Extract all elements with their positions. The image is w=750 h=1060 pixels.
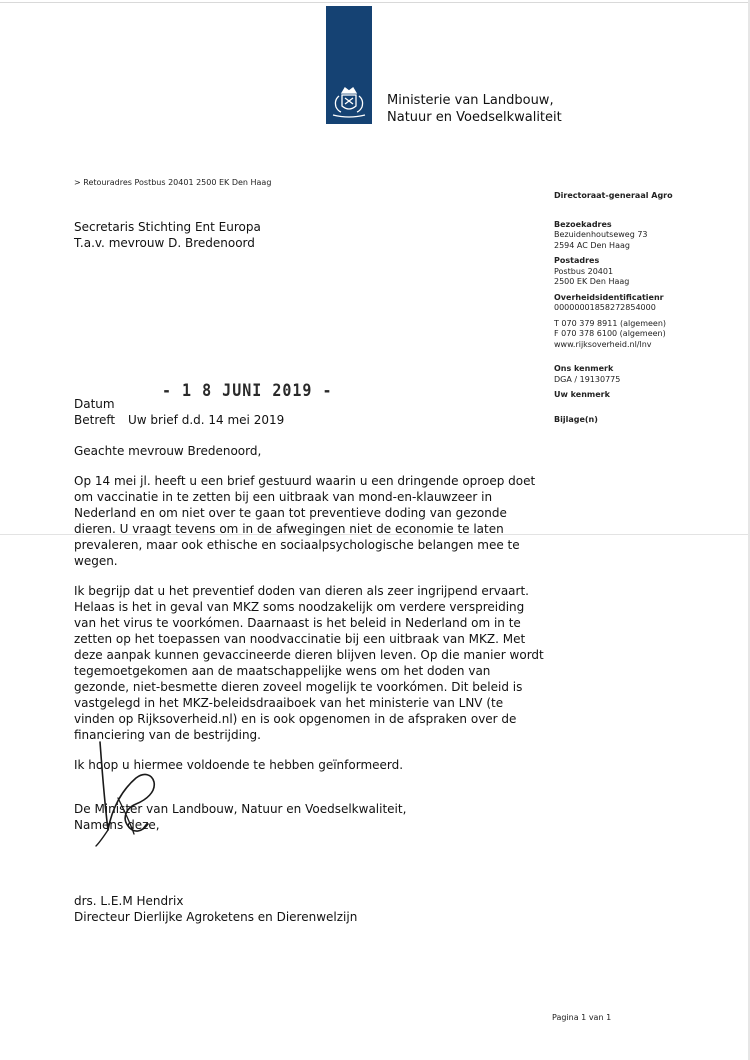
your-reference	[554, 390, 673, 401]
paragraph-3: Ik hoop u hiermee voldoende te hebben geïnformeerd.	[74, 758, 404, 772]
handwritten-signature	[78, 738, 168, 848]
visit-address-line2: 2594 AC Den Haag	[554, 240, 630, 250]
scan-edge-top	[0, 2, 750, 3]
postal-address	[554, 256, 673, 288]
letter-body	[74, 443, 544, 925]
website-link[interactable]: www.rijksoverheid.nl/lnv	[554, 339, 652, 349]
attachments	[554, 415, 673, 426]
our-reference-heading: Ons kenmerk	[554, 364, 614, 373]
attachments-heading: Bijlage(n)	[554, 414, 598, 424]
recipient-line1: Secretaris Stichting Ent Europa	[74, 220, 261, 234]
visit-address-line1: Bezuidenhoutseweg 73	[554, 230, 648, 239]
sender-sidebar	[554, 191, 673, 430]
date-stamp: - 1 8 JUNI 2019 -	[162, 380, 333, 401]
signer-name: drs. L.E.M Hendrix	[74, 894, 184, 908]
gov-id-value: 00000001858272854000	[554, 303, 656, 312]
gov-id	[554, 293, 673, 314]
our-reference-value: DGA / 19130775	[554, 374, 621, 384]
salutation: Geachte mevrouw Bredenoord,	[74, 444, 262, 458]
paragraph-2: Ik begrijp dat u het preventief doden van dieren als zeer ingrijpend ervaart. Helaas is het in geval van MKZ soms noodzakelijk om verdere verspreiding van het virus te voorkómen. Daarnaast is het beleid in Nederland om in te zetten op het toepassen van noodvaccinatie bij een uitbraak van MKZ. Met deze aanpak kunnen gevaccineerde dieren blijven leven. Op die manier wordt tegemoetgekomen aan de maatschappelijke wens om het doden van gezonde, niet-besmette dieren zoveel mogelijk te voorkómen. Dit beleid is vastgelegd in het MKZ-beleidsdraaiboek van het ministerie van LNV (te vinden op Rijksoverheid.nl) en is ook opgenomen in de afspraken over de financiering van de bestrijding.	[74, 584, 544, 742]
signer-title: Directeur Dierlijke Agroketens en Dierenwelzijn	[74, 910, 358, 924]
ministry-name-line2: Natuur en Voedselkwaliteit	[387, 110, 562, 125]
crown-crest-icon	[329, 84, 369, 120]
our-reference	[554, 364, 673, 385]
gov-id-heading: Overheidsidentificatienr	[554, 292, 664, 302]
postal-address-line2: 2500 EK Den Haag	[554, 277, 630, 286]
betreft-row	[74, 413, 285, 427]
paragraph-1: Op 14 mei jl. heeft u een brief gestuurd waarin u een dringende oproep doet om vaccinatie in te zetten bij een uitbraak van mond-en-klauwzeer in Nederland en om niet over te gaan tot preventieve doding van gezonde dieren. U vraagt tevens om in de afwegingen niet de economie te laten prevaleren, maar ook ethische en sociaalpsychologische belangen mee te wegen.	[74, 474, 536, 568]
return-address: > Retouradres Postbus 20401 2500 EK Den Haag	[74, 178, 272, 187]
signer	[74, 893, 544, 925]
fax-number: F 070 378 6100 (algemeen)	[554, 329, 666, 338]
contact-details	[554, 319, 673, 351]
visit-address-heading: Bezoekadres	[554, 219, 612, 229]
datum-label: Datum	[74, 397, 115, 411]
recipient-line2: T.a.v. mevrouw D. Bredenoord	[74, 236, 255, 250]
closing-line1: De Minister van Landbouw, Natuur en Voedselkwaliteit,	[74, 802, 407, 816]
your-reference-heading: Uw kenmerk	[554, 390, 610, 399]
betreft-value: Uw brief d.d. 14 mei 2019	[128, 413, 285, 427]
closing-line2: Namens deze,	[74, 818, 160, 832]
directorate-name: Directoraat-generaal Agro	[554, 191, 673, 200]
postal-address-line1: Postbus 20401	[554, 266, 614, 276]
betreft-label: Betreft	[74, 413, 116, 427]
postal-address-heading: Postadres	[554, 256, 600, 265]
rijksoverheid-logo-bar	[326, 6, 372, 124]
page-number: Pagina 1 van 1	[552, 1013, 612, 1022]
recipient-block	[74, 219, 261, 251]
phone-number: T 070 379 8911 (algemeen)	[554, 318, 667, 328]
ministry-name	[387, 92, 562, 126]
ministry-name-line1: Ministerie van Landbouw,	[387, 93, 554, 108]
visit-address	[554, 220, 673, 252]
redacted-address	[70, 252, 268, 298]
